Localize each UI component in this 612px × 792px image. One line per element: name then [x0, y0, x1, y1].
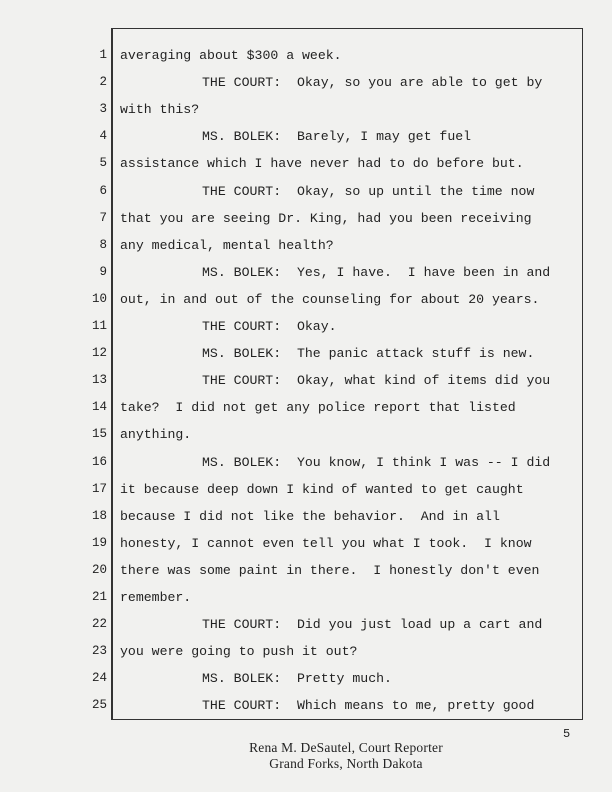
transcript-line [0, 503, 612, 530]
line-text: THE COURT: Okay, so you are able to get by [202, 75, 543, 91]
line-text: because I did not like the behavior. And in all [120, 508, 500, 524]
transcript-line [0, 69, 612, 96]
line-text: it because deep down I kind of wanted to get caught [120, 481, 524, 497]
line-number: 22 [91, 617, 107, 632]
line-text: MS. BOLEK: Pretty much. [202, 671, 392, 687]
transcript-line [0, 150, 612, 177]
transcript-line [0, 340, 612, 367]
transcript-line [0, 476, 612, 503]
transcript-line [0, 286, 612, 313]
line-text: averaging about $300 a week. [120, 48, 342, 63]
line-number: 12 [91, 346, 107, 361]
footer-reporter: Rena M. DeSautel, Court Reporter [249, 740, 443, 755]
page-number: 5 [563, 727, 571, 741]
line-number: 24 [91, 671, 107, 686]
line-text: that you are seeing Dr. King, had you been receiving [120, 210, 532, 226]
line-text: THE COURT: Which means to me, pretty good [202, 698, 535, 714]
transcript-line [0, 96, 612, 123]
line-text: remember. [120, 590, 192, 605]
transcript-line [0, 394, 612, 421]
line-number: 9 [99, 264, 107, 279]
line-number: 7 [99, 210, 107, 225]
transcript-line [0, 421, 612, 448]
line-text: you were going to push it out? [120, 644, 358, 660]
transcript-line [0, 367, 612, 394]
line-text: with this? [120, 102, 200, 118]
transcript-line [0, 611, 612, 638]
line-text: honesty, I cannot even tell you what I took. I know [120, 535, 532, 551]
transcript-line [0, 42, 612, 69]
line-number: 14 [91, 400, 107, 415]
line-number: 10 [91, 291, 107, 306]
transcript-line [0, 313, 612, 340]
line-text: THE COURT: Did you just load up a cart and [202, 617, 543, 633]
line-text: THE COURT: Okay. [202, 319, 337, 334]
line-text: there was some paint in there. I honestly don't even [120, 562, 540, 578]
transcript-line [0, 557, 612, 584]
line-number: 4 [99, 129, 107, 144]
transcript-line [0, 584, 612, 611]
line-number: 20 [91, 562, 107, 577]
line-text: THE COURT: Okay, so up until the time now [202, 183, 535, 199]
line-number: 8 [99, 237, 107, 252]
transcript-line [0, 259, 612, 286]
line-text: THE COURT: Okay, what kind of items did you [202, 373, 551, 389]
transcript-line [0, 205, 612, 232]
line-number: 25 [91, 698, 107, 713]
line-number: 11 [91, 319, 107, 333]
transcript-line [0, 692, 612, 719]
transcript-line [0, 449, 612, 476]
transcript-line [0, 123, 612, 150]
line-number: 13 [91, 373, 107, 388]
line-number: 21 [91, 590, 107, 604]
line-number: 3 [99, 102, 107, 117]
transcript-line [0, 232, 612, 259]
line-number: 1 [99, 48, 107, 62]
line-text: out, in and out of the counseling for about 20 years. [120, 291, 540, 307]
transcript-line [0, 530, 612, 557]
line-number: 18 [91, 508, 107, 523]
line-number: 19 [91, 535, 107, 550]
transcript-line [0, 638, 612, 665]
line-text: MS. BOLEK: Barely, I may get fuel [202, 129, 472, 145]
line-number: 17 [91, 481, 107, 496]
line-number: 5 [99, 156, 107, 171]
line-text: take? I did not get any police report that listed [120, 400, 516, 416]
line-text: anything. [120, 427, 192, 443]
footer-location: Grand Forks, North Dakota [269, 756, 423, 771]
line-number: 6 [99, 183, 107, 198]
line-text: MS. BOLEK: Yes, I have. I have been in and [202, 264, 551, 280]
line-number: 15 [91, 427, 107, 442]
line-number: 2 [99, 75, 107, 90]
transcript-line [0, 178, 612, 205]
line-number: 16 [91, 454, 107, 469]
line-text: assistance which I have never had to do before but. [120, 156, 524, 172]
line-text: MS. BOLEK: The panic attack stuff is new. [202, 346, 535, 362]
line-text: MS. BOLEK: You know, I think I was -- I did [202, 454, 551, 470]
line-number: 23 [91, 644, 107, 659]
line-text: any medical, mental health? [120, 237, 334, 253]
transcript-line [0, 665, 612, 692]
